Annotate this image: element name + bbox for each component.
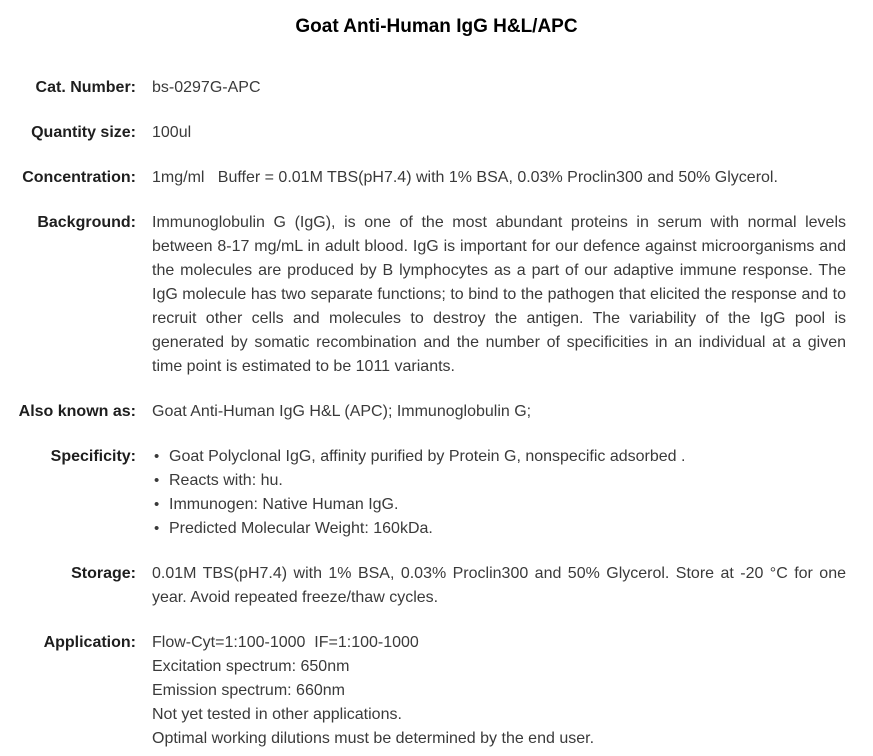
bullet-icon: • xyxy=(154,520,160,537)
section-row-quantity-size xyxy=(0,121,873,145)
section-label: Storage: xyxy=(71,565,136,582)
page-title: Goat Anti-Human IgG H&L/APC xyxy=(295,16,578,37)
section-label: Also known as: xyxy=(18,403,136,420)
bullet-icon: • xyxy=(154,496,160,513)
section-row-also-known-as xyxy=(0,400,873,424)
bullet-item xyxy=(152,517,846,541)
section-row-background xyxy=(0,211,873,379)
bullet-text: Predicted Molecular Weight: 160kDa. xyxy=(169,520,433,537)
bullet-item xyxy=(152,469,846,493)
bullet-icon: • xyxy=(154,472,160,489)
value-line: Not yet tested in other applications. xyxy=(152,706,402,723)
bullet-item xyxy=(152,493,846,517)
bullet-icon: • xyxy=(154,448,160,465)
section-label: Application: xyxy=(43,634,136,651)
section-value: Immunoglobulin G (IgG), is one of the most abundant proteins in serum with normal levels between 8-17 mg/mL in adult blood. IgG is important for our defence against microorganisms and the molecules are produced by B lymphocytes as a part of our adaptive immune response. The IgG molecule has two separate functions; to bind to the pathogen that elicited the response and to recruit other cells and molecules to destroy the antigen. The variability of the IgG pool is generated by somatic recombination and the number of specificities in an individual at a given time point is estimated to be 1011 variants. xyxy=(152,214,846,375)
sections-container xyxy=(0,76,873,751)
value-line: Flow-Cyt=1:100-1000 IF=1:100-1000 xyxy=(152,634,419,651)
section-value xyxy=(152,631,846,751)
section-label: Specificity: xyxy=(50,448,136,465)
value-line: Optimal working dilutions must be determined by the end user. xyxy=(152,730,595,747)
value-line: Excitation spectrum: 650nm xyxy=(152,658,350,675)
section-row-specificity xyxy=(0,445,873,541)
section-row-storage xyxy=(0,562,873,610)
section-value xyxy=(152,445,846,541)
bullet-text: Immunogen: Native Human IgG. xyxy=(169,496,399,513)
section-label: Cat. Number: xyxy=(35,79,136,96)
value-line: Emission spectrum: 660nm xyxy=(152,682,345,699)
section-value: 100ul xyxy=(152,124,192,141)
section-label: Quantity size: xyxy=(31,124,136,141)
section-value: bs-0297G-APC xyxy=(152,79,261,96)
bullet-item xyxy=(152,445,846,469)
section-value: 0.01M TBS(pH7.4) with 1% BSA, 0.03% Proclin300 and 50% Glycerol. Store at -20 °C for one year. Avoid repeated freeze/thaw cycles. xyxy=(152,565,846,606)
section-row-application xyxy=(0,631,873,751)
section-value: 1mg/ml Buffer = 0.01M TBS(pH7.4) with 1% BSA, 0.03% Proclin300 and 50% Glycerol. xyxy=(152,169,778,186)
section-row-cat-number xyxy=(0,76,873,100)
section-label: Background: xyxy=(37,214,136,231)
section-value: Goat Anti-Human IgG H&L (APC); Immunoglobulin G; xyxy=(152,403,532,420)
bullet-list xyxy=(152,445,846,541)
section-row-concentration xyxy=(0,166,873,190)
section-label: Concentration: xyxy=(22,169,136,186)
bullet-text: Reacts with: hu. xyxy=(169,472,283,489)
bullet-text: Goat Polyclonal IgG, affinity purified by Protein G, nonspecific adsorbed . xyxy=(169,448,686,465)
